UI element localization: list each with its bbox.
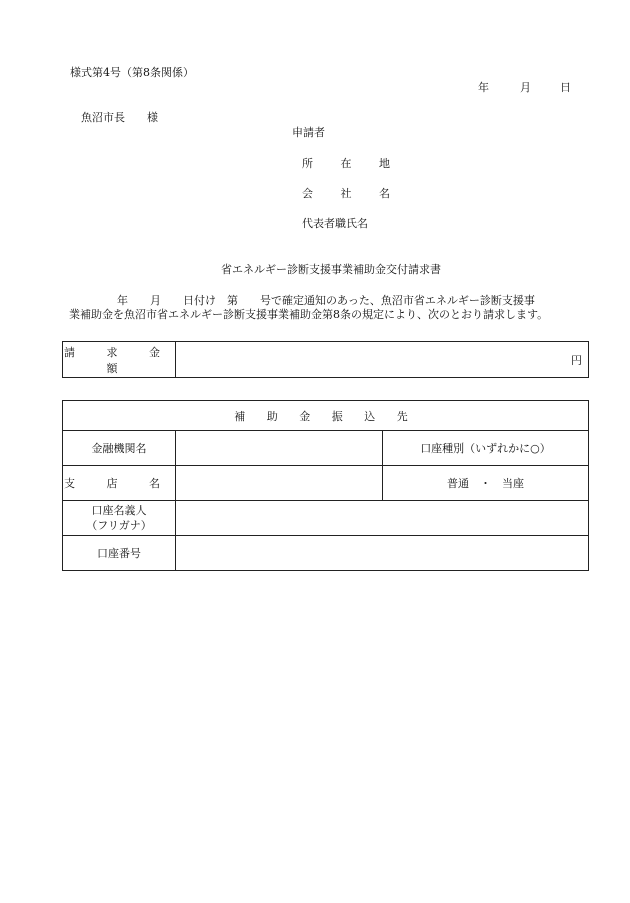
institution-label: 金融機関名	[63, 431, 176, 466]
company-label: 会 社 名	[302, 187, 402, 200]
yen-unit: 円	[571, 353, 582, 367]
account-holder-label-line2: （フリガナ）	[86, 519, 152, 532]
account-holder-label	[63, 501, 176, 536]
applicant-label: 申請者	[292, 126, 325, 139]
date-line	[478, 79, 571, 95]
addressee: 魚沼市長 様	[81, 111, 158, 124]
account-holder-field[interactable]	[176, 501, 589, 536]
branch-field[interactable]	[176, 466, 383, 501]
claim-amount-field[interactable]	[176, 342, 589, 378]
date-month-label: 月	[520, 81, 531, 94]
account-type-options[interactable]: 普通 ・ 当座	[383, 466, 589, 501]
document-title: 省エネルギー診断支援事業補助金交付請求書	[221, 263, 441, 276]
account-type-label: 口座種別（いずれかに○）	[383, 431, 589, 466]
date-year-label: 年	[478, 81, 489, 94]
account-holder-label-line1: 口座名義人	[91, 504, 147, 517]
bank-table-title: 補 助 金 振 込 先	[63, 401, 589, 431]
claim-amount-table	[62, 341, 589, 378]
account-number-field[interactable]	[176, 536, 589, 571]
account-number-label: 口座番号	[63, 536, 176, 571]
branch-label: 支 店 名	[63, 466, 176, 501]
date-day-label: 日	[560, 81, 571, 94]
body-text-line-1: 年 月 日付け 第 号で確定通知のあった、魚沼市省エネルギー診断支援事	[117, 294, 535, 307]
address-label: 所 在 地	[302, 157, 402, 170]
form-number: 様式第4号（第8条関係）	[70, 66, 194, 79]
bank-transfer-table	[62, 400, 589, 571]
claim-amount-label: 請 求 金 額	[63, 342, 176, 378]
body-text-line-2: 業補助金を魚沼市省エネルギー診断支援事業補助金第8条の規定により、次のとおり請求します。	[69, 308, 549, 321]
representative-label: 代表者職氏名	[302, 217, 368, 230]
institution-field[interactable]	[176, 431, 383, 466]
